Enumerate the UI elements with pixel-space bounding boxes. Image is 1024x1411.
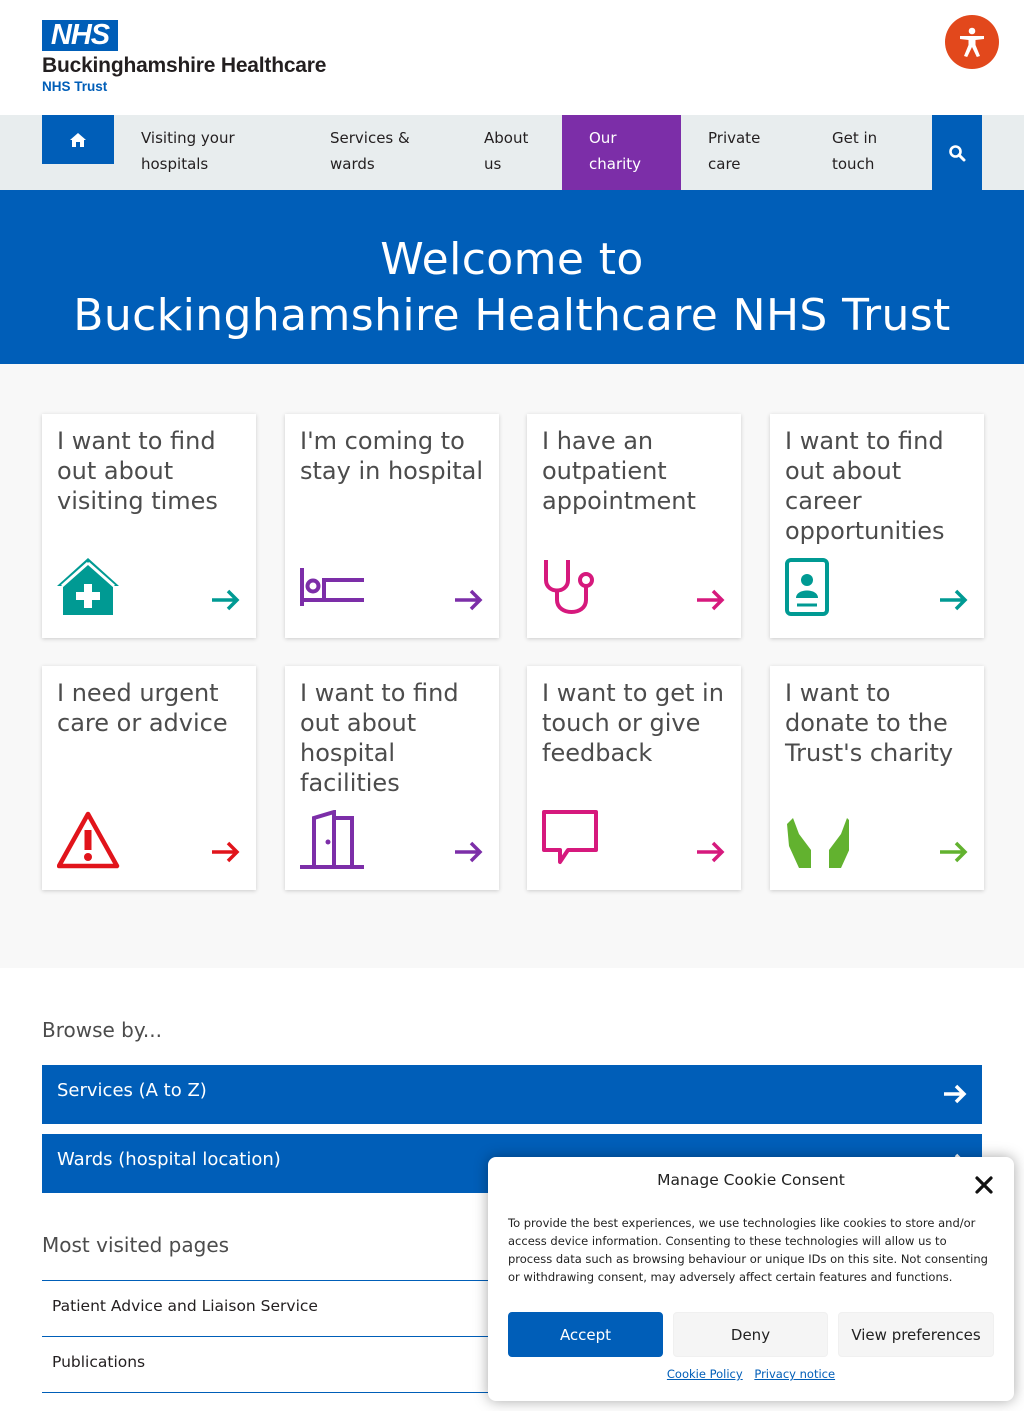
cookie-policy-link[interactable]: Cookie Policy	[666, 1367, 743, 1381]
nav-item-get-in-touch[interactable]	[820, 115, 920, 190]
search-icon	[948, 144, 966, 162]
nav-home-button[interactable]	[42, 115, 114, 164]
warning-icon	[57, 810, 121, 870]
divider	[42, 1336, 502, 1337]
nhs-trust-logo[interactable]	[42, 20, 326, 94]
nav-label: care	[708, 155, 741, 173]
tile-title: I need urgent care or advice	[57, 679, 228, 737]
bed-icon	[300, 558, 364, 618]
browse-heading: Browse by...	[42, 1018, 162, 1042]
nhs-badge: NHS	[42, 20, 118, 51]
privacy-notice-link[interactable]: Privacy notice	[754, 1367, 836, 1381]
nav-label: Services &	[330, 129, 410, 147]
tile-donate-charity[interactable]	[770, 666, 984, 890]
tile-title: I want to find out about hospital facilities	[300, 679, 459, 797]
tile-title: I want to donate to the Trust's charity	[785, 679, 954, 767]
divider	[42, 1280, 502, 1281]
nav-item-private-care[interactable]	[695, 115, 795, 190]
arrow-right-icon	[695, 586, 727, 614]
org-name: Buckinghamshire Healthcare	[42, 54, 327, 77]
most-visited-heading: Most visited pages	[42, 1233, 230, 1257]
home-icon	[69, 132, 87, 148]
nav-item-services[interactable]	[318, 115, 458, 190]
arrow-right-icon	[938, 838, 970, 866]
speech-bubble-icon	[542, 810, 606, 870]
tile-visiting-times[interactable]	[42, 414, 256, 638]
most-visited-link-publications[interactable]: Publications	[52, 1353, 146, 1371]
site-header	[0, 0, 1024, 115]
tile-title: I'm coming to stay in hospital	[300, 427, 484, 485]
accessibility-button[interactable]	[945, 15, 999, 69]
tile-staying-in-hospital[interactable]	[285, 414, 499, 638]
nav-label: charity	[589, 155, 642, 173]
arrow-right-icon	[210, 838, 242, 866]
nav-label: Our	[589, 129, 617, 147]
tile-title: I want to find out about visiting times	[57, 427, 218, 515]
stethoscope-icon	[542, 558, 606, 618]
browse-services-label: Services (A to Z)	[57, 1080, 207, 1101]
tile-title: I have an outpatient appointment	[542, 427, 696, 515]
door-icon	[300, 810, 364, 870]
nav-label: Get in	[832, 129, 878, 147]
close-icon[interactable]	[972, 1173, 996, 1197]
nav-item-charity[interactable]	[562, 115, 681, 190]
accept-button[interactable]: Accept	[508, 1312, 663, 1357]
nav-item-visiting[interactable]	[128, 115, 298, 190]
tile-career-opportunities[interactable]	[770, 414, 984, 638]
arrow-right-icon	[210, 586, 242, 614]
search-button[interactable]	[932, 115, 982, 190]
tile-urgent-care[interactable]	[42, 666, 256, 890]
divider	[42, 1392, 502, 1393]
deny-button[interactable]: Deny	[673, 1312, 828, 1357]
nav-label: wards	[330, 155, 375, 173]
tile-hospital-facilities[interactable]	[285, 666, 499, 890]
browse-services-button[interactable]	[42, 1065, 982, 1124]
tile-title: I want to get in touch or give feedback	[542, 679, 724, 767]
main-navigation	[0, 115, 1024, 190]
browse-wards-label: Wards (hospital location)	[57, 1149, 281, 1170]
house-plus-icon	[57, 558, 121, 618]
nav-label: About	[484, 129, 529, 147]
cookie-consent-dialog	[488, 1157, 1014, 1401]
cookie-links	[488, 1367, 1014, 1381]
arrow-right-icon	[453, 586, 485, 614]
hero-line-2: Buckinghamshire Healthcare NHS Trust	[73, 290, 951, 341]
tile-get-in-touch[interactable]	[527, 666, 741, 890]
nav-label: us	[484, 155, 502, 173]
arrow-right-icon	[938, 586, 970, 614]
tile-title: I want to find out about career opportunities	[785, 427, 945, 545]
nav-label: Visiting your	[141, 129, 235, 147]
quick-links-section	[0, 364, 1024, 968]
accessibility-icon	[955, 25, 989, 59]
most-visited-link-pals[interactable]: Patient Advice and Liaison Service	[52, 1297, 318, 1315]
nav-item-about[interactable]	[472, 115, 552, 190]
nav-label: hospitals	[141, 155, 209, 173]
arrow-right-icon	[695, 838, 727, 866]
arrow-right-icon	[453, 838, 485, 866]
cookie-description: To provide the best experiences, we use technologies like cookies to store and/or access device information. Consenting to these technologies will allow us to process data such as browsing behaviour or unique IDs on this site. Not consenting or withdrawing consent, may adversely affect certain features and functions.	[508, 1216, 988, 1284]
id-badge-icon	[785, 558, 849, 618]
arrow-right-icon	[942, 1082, 968, 1106]
page-title	[0, 190, 1024, 344]
view-preferences-button[interactable]: View preferences	[838, 1312, 994, 1357]
tile-outpatient-appointment[interactable]	[527, 414, 741, 638]
nav-label: touch	[832, 155, 875, 173]
cookie-dialog-title: Manage Cookie Consent	[657, 1171, 845, 1189]
hands-icon	[785, 810, 849, 870]
org-subtitle: NHS Trust	[42, 79, 108, 94]
hero-line-1: Welcome to	[380, 234, 644, 285]
hero-banner	[0, 190, 1024, 364]
nav-label: Private	[708, 129, 761, 147]
